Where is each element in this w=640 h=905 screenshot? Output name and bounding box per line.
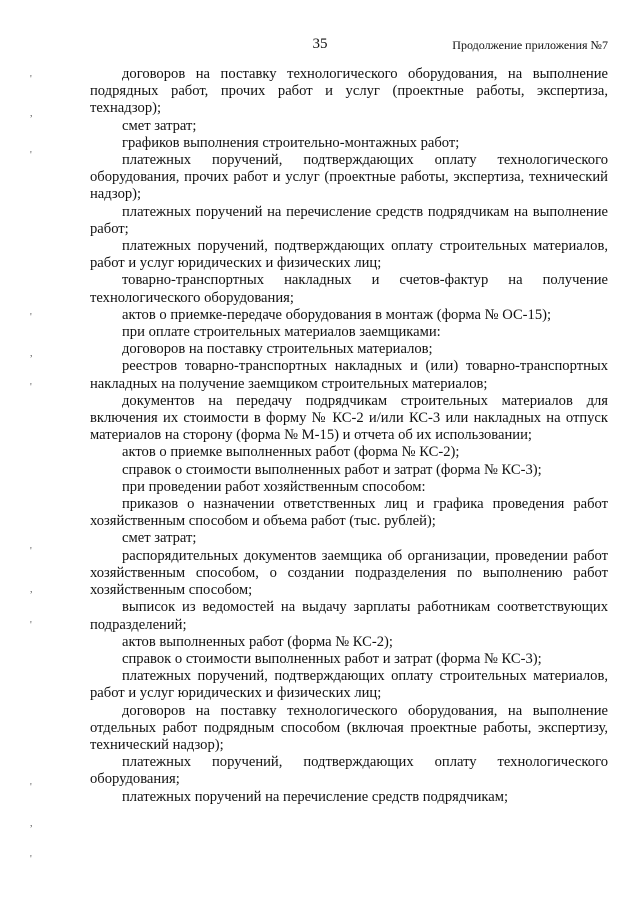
scan-mark: ' [30,620,32,631]
paragraph: смет затрат; [122,530,197,547]
paragraph: договоров на поставку технологического оборудования, на выполнение отдельных работ подрядным способом (включая проектные работы, экспертизу, технический надзор); [90,702,608,753]
paragraph: договоров на поставку строительных материалов; [122,341,433,358]
paragraph: платежных поручений, подтверждающих оплату технологического оборудования; [90,754,608,788]
scan-mark: ' [30,382,32,393]
paragraph: платежных поручений, подтверждающих оплату строительных материалов, работ и услуг юридических и физических лиц; [90,238,608,272]
paragraph: при оплате строительных материалов заемщиками: [122,324,441,341]
paragraph: товарно-транспортных накладных и счетов-фактур на получение технологического оборудования; [90,272,608,306]
paragraph: платежных поручений, подтверждающих оплату технологического оборудования, прочих работ и услуг (проектные работы, экспертиза, технический надзор); [90,152,608,203]
scan-mark: ' [30,150,32,161]
scan-mark: , [30,818,33,829]
page-number: 35 [312,36,328,52]
paragraph: при проведении работ хозяйственным способом: [122,478,426,495]
scan-mark: , [30,584,33,595]
paragraph: справок о стоимости выполненных работ и затрат (форма № КС-3); [122,461,542,478]
scan-mark: ' [30,782,32,793]
paragraph: приказов о назначении ответственных лиц и графика проведения работ хозяйственным способом и объема работ (тыс. рублей); [90,496,608,530]
paragraph: актов выполненных работ (форма № КС-2); [122,633,393,650]
paragraph: договоров на поставку технологического оборудования, на выполнение подрядных работ, прочих работ и услуг (проектные работы, экспертиза, технадзор); [90,66,608,117]
scan-mark: ' [30,312,32,323]
scan-mark: ' [30,74,32,85]
scan-mark: , [30,108,33,119]
paragraph: графиков выполнения строительно-монтажных работ; [122,134,460,151]
paragraph: распорядительных документов заемщика об организации, проведении работ хозяйственным способом, о создании подразделения по выполнению работ хозяйственным способом; [90,547,608,599]
paragraph: платежных поручений, подтверждающих оплату строительных материалов, работ и услуг юридических и физических лиц; [90,668,608,702]
paragraph: документов на передачу подрядчикам строительных материалов для включения их стоимости в форму № КС-2 и/или КС-3 или накладных на отпуск материалов на сторону (форма № М-15) и отчета об их использовании; [90,392,608,444]
paragraph: выписок из ведомостей на выдачу зарплаты работникам соответствующих подразделений; [90,599,608,633]
appendix-continuation-note: Продолжение приложения №7 [452,38,608,52]
scan-mark: ' [30,546,32,557]
paragraph: платежных поручений на перечисление средств подрядчикам; [122,788,509,805]
paragraph: актов о приемке выполненных работ (форма № КС-2); [122,444,460,461]
paragraph: справок о стоимости выполненных работ и затрат (форма № КС-3); [122,650,542,667]
scan-mark: ' [30,854,32,865]
scan-mark: , [30,348,33,359]
paragraph: платежных поручений на перечисление средств подрядчикам на выполнение работ; [90,203,608,237]
document-body [90,66,608,806]
paragraph: реестров товарно-транспортных накладных и (или) товарно-транспортных накладных на получение заемщиком строительных материалов; [90,358,608,392]
paragraph: актов о приемке-передаче оборудования в монтаж (форма № ОС-15); [122,306,552,323]
paragraph: смет затрат; [122,117,197,134]
